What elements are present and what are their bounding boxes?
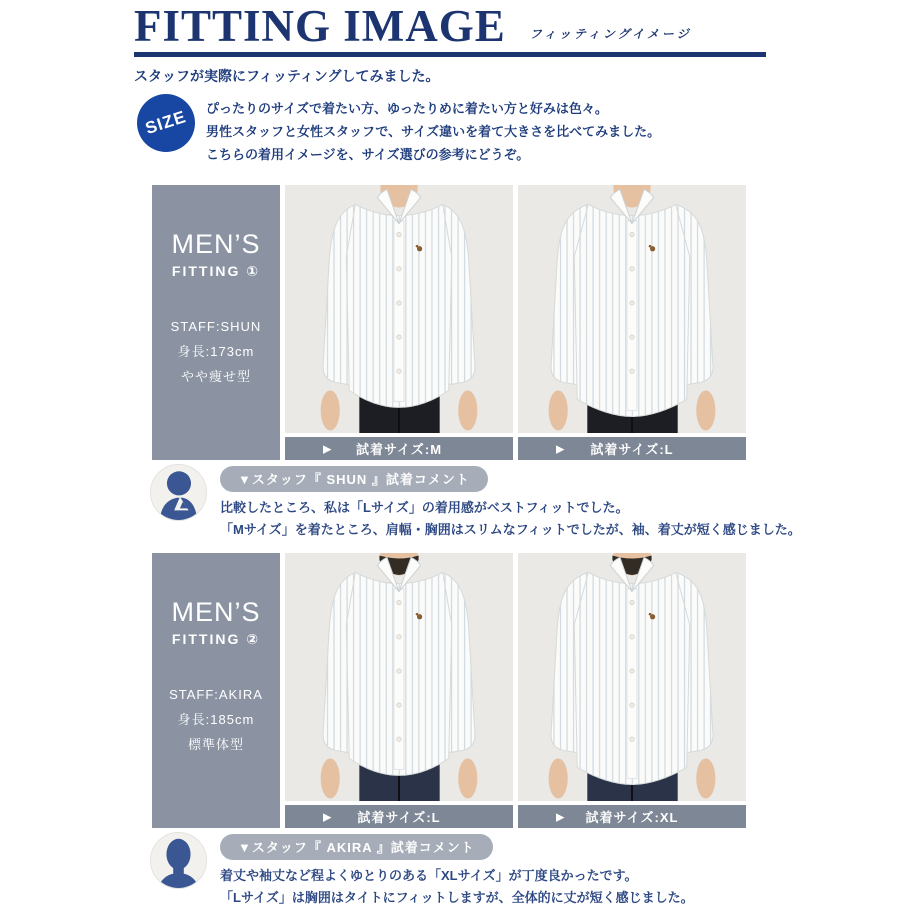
comment-badge: ▼スタッフ『 SHUN 』試着コメント xyxy=(220,466,488,492)
fitting-number: FITTING ② xyxy=(171,631,261,647)
intro-description xyxy=(206,97,660,166)
fitting-photo xyxy=(285,553,513,801)
play-icon: ▶ xyxy=(323,811,333,823)
comment-body xyxy=(220,832,694,909)
size-badge-label: SIZE xyxy=(143,107,189,139)
fitting-photo xyxy=(518,553,746,801)
staff-name: STAFF:AKIRA xyxy=(169,687,263,702)
page-subtitle: フィッティングイメージ xyxy=(529,27,692,41)
fitting-photo xyxy=(518,185,746,433)
size-badge xyxy=(137,94,195,152)
staff-info xyxy=(152,314,280,389)
page-title: FITTING IMAGE xyxy=(134,1,506,51)
comment-text xyxy=(220,497,801,541)
staff-info xyxy=(152,682,280,757)
size-caption-label: 試着サイズ:XL xyxy=(585,810,679,825)
staff-avatar xyxy=(150,832,207,889)
intro-line: 男性スタッフと女性スタッフで、サイズ違いを着て大きさを比べてみました。 xyxy=(206,124,661,139)
size-caption-bar xyxy=(285,805,513,828)
comment-body xyxy=(220,464,801,541)
play-icon: ▶ xyxy=(556,443,566,455)
play-icon: ▶ xyxy=(556,811,566,823)
page-header xyxy=(134,1,766,57)
fitting-number: FITTING ① xyxy=(171,263,261,279)
fitting-section xyxy=(152,553,746,828)
intro-line: ぴったりのサイズで着たい方、ゆったりめに着たい方と好みは色々。 xyxy=(206,101,608,116)
section-sidebar xyxy=(152,185,280,460)
comment-line: 「Mサイズ」を着たところ、肩幅・胸囲はスリムなフィットでしたが、袖、着丈が短く感じました。 xyxy=(220,522,801,537)
comment-text xyxy=(220,865,694,909)
staff-comment xyxy=(150,832,870,909)
staff-build: やや痩せ型 xyxy=(180,369,251,384)
size-caption-bar xyxy=(518,437,746,460)
photo-column xyxy=(285,185,513,460)
photo-column xyxy=(518,553,746,828)
fitting-section xyxy=(152,185,746,460)
staff-build: 標準体型 xyxy=(187,737,244,752)
category-title: MEN’S xyxy=(171,597,261,627)
staff-comment xyxy=(150,464,870,541)
size-caption-bar xyxy=(518,805,746,828)
staff-avatar xyxy=(150,464,207,521)
intro-lead: スタッフが実際にフィッティングしてみました。 xyxy=(134,68,440,84)
comment-line: 比較したところ、私は「Lサイズ」の着用感がベストフィットでした。 xyxy=(220,500,629,515)
photo-column xyxy=(285,553,513,828)
photo-column xyxy=(518,185,746,460)
comment-line: 「Lサイズ」は胸囲はタイトにフィットしますが、全体的に丈が短く感じました。 xyxy=(220,890,694,905)
play-icon: ▶ xyxy=(323,443,333,455)
comment-line: 着丈や袖丈など程よくゆとりのある「XLサイズ」が丁度良かったです。 xyxy=(220,868,638,883)
size-caption-bar xyxy=(285,437,513,460)
size-caption-label: 試着サイズ:M xyxy=(355,442,443,457)
staff-name: STAFF:SHUN xyxy=(170,319,262,334)
category-title: MEN’S xyxy=(171,229,261,259)
fitting-photo xyxy=(285,185,513,433)
section-sidebar xyxy=(152,553,280,828)
staff-height: 身長:185cm xyxy=(177,712,255,727)
staff-height: 身長:173cm xyxy=(177,344,255,359)
size-caption-label: 試着サイズ:L xyxy=(590,442,674,457)
intro-line: こちらの着用イメージを、サイズ選びの参考にどうぞ。 xyxy=(206,147,530,162)
size-caption-label: 試着サイズ:L xyxy=(357,810,441,825)
comment-badge: ▼スタッフ『 AKIRA 』試着コメント xyxy=(220,834,493,860)
